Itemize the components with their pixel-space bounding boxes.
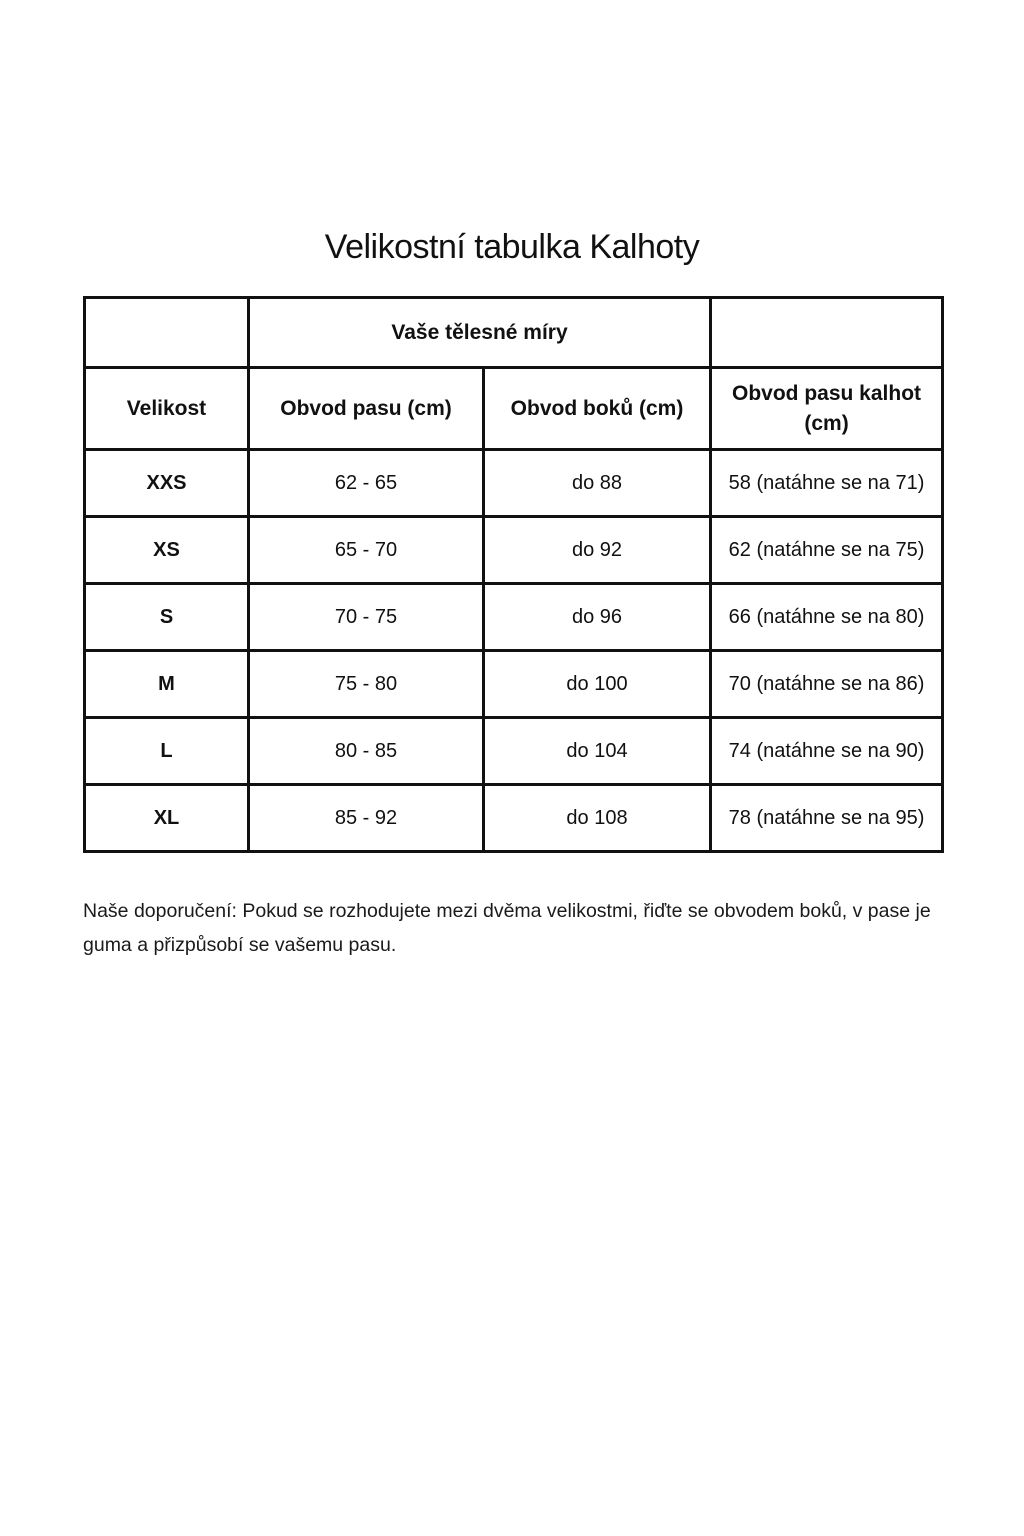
waist-value: 62 - 65	[249, 450, 484, 517]
recommendation-note: Naše doporučení: Pokud se rozhodujete mezi dvěma velikostmi, řiďte se obvodem boků, v pase je guma a přizpůsobí se vašemu pasu.	[83, 900, 931, 957]
column-header-pants-waist: Obvod pasu kalhot (cm)	[711, 368, 943, 450]
hips-value: do 92	[484, 517, 711, 584]
hips-value: do 100	[484, 651, 711, 718]
pants-waist-value: 78 (natáhne se na 95)	[711, 785, 943, 852]
pants-waist-value: 70 (natáhne se na 86)	[711, 651, 943, 718]
pants-waist-value: 74 (natáhne se na 90)	[711, 718, 943, 785]
waist-value: 75 - 80	[249, 651, 484, 718]
table-row-m	[85, 651, 943, 718]
waist-value: 80 - 85	[249, 718, 484, 785]
hips-value: do 108	[484, 785, 711, 852]
column-header-size: Velikost	[85, 368, 249, 450]
table-row-xs	[85, 517, 943, 584]
column-header-waist: Obvod pasu (cm)	[249, 368, 484, 450]
page-title: Velikostní tabulka Kalhoty	[324, 228, 700, 266]
group-header-body-measures: Vaše tělesné míry	[249, 298, 711, 368]
size-value: M	[85, 651, 249, 718]
table-group-header-row	[85, 298, 943, 368]
table-row-xl	[85, 785, 943, 852]
size-value: XXS	[85, 450, 249, 517]
size-value: L	[85, 718, 249, 785]
table-column-header-row	[85, 368, 943, 450]
pants-waist-value: 66 (natáhne se na 80)	[711, 584, 943, 651]
hips-value: do 96	[484, 584, 711, 651]
waist-value: 70 - 75	[249, 584, 484, 651]
size-value: XS	[85, 517, 249, 584]
hips-value: do 104	[484, 718, 711, 785]
pants-waist-value: 62 (natáhne se na 75)	[711, 517, 943, 584]
table-row-xxs	[85, 450, 943, 517]
waist-value: 85 - 92	[249, 785, 484, 852]
table-row-l	[85, 718, 943, 785]
empty-cell	[711, 298, 943, 368]
size-chart-table	[83, 296, 944, 853]
column-header-hips: Obvod boků (cm)	[484, 368, 711, 450]
table-row-s	[85, 584, 943, 651]
waist-value: 65 - 70	[249, 517, 484, 584]
size-value: XL	[85, 785, 249, 852]
hips-value: do 88	[484, 450, 711, 517]
empty-cell	[85, 298, 249, 368]
pants-waist-value: 58 (natáhne se na 71)	[711, 450, 943, 517]
size-value: S	[85, 584, 249, 651]
